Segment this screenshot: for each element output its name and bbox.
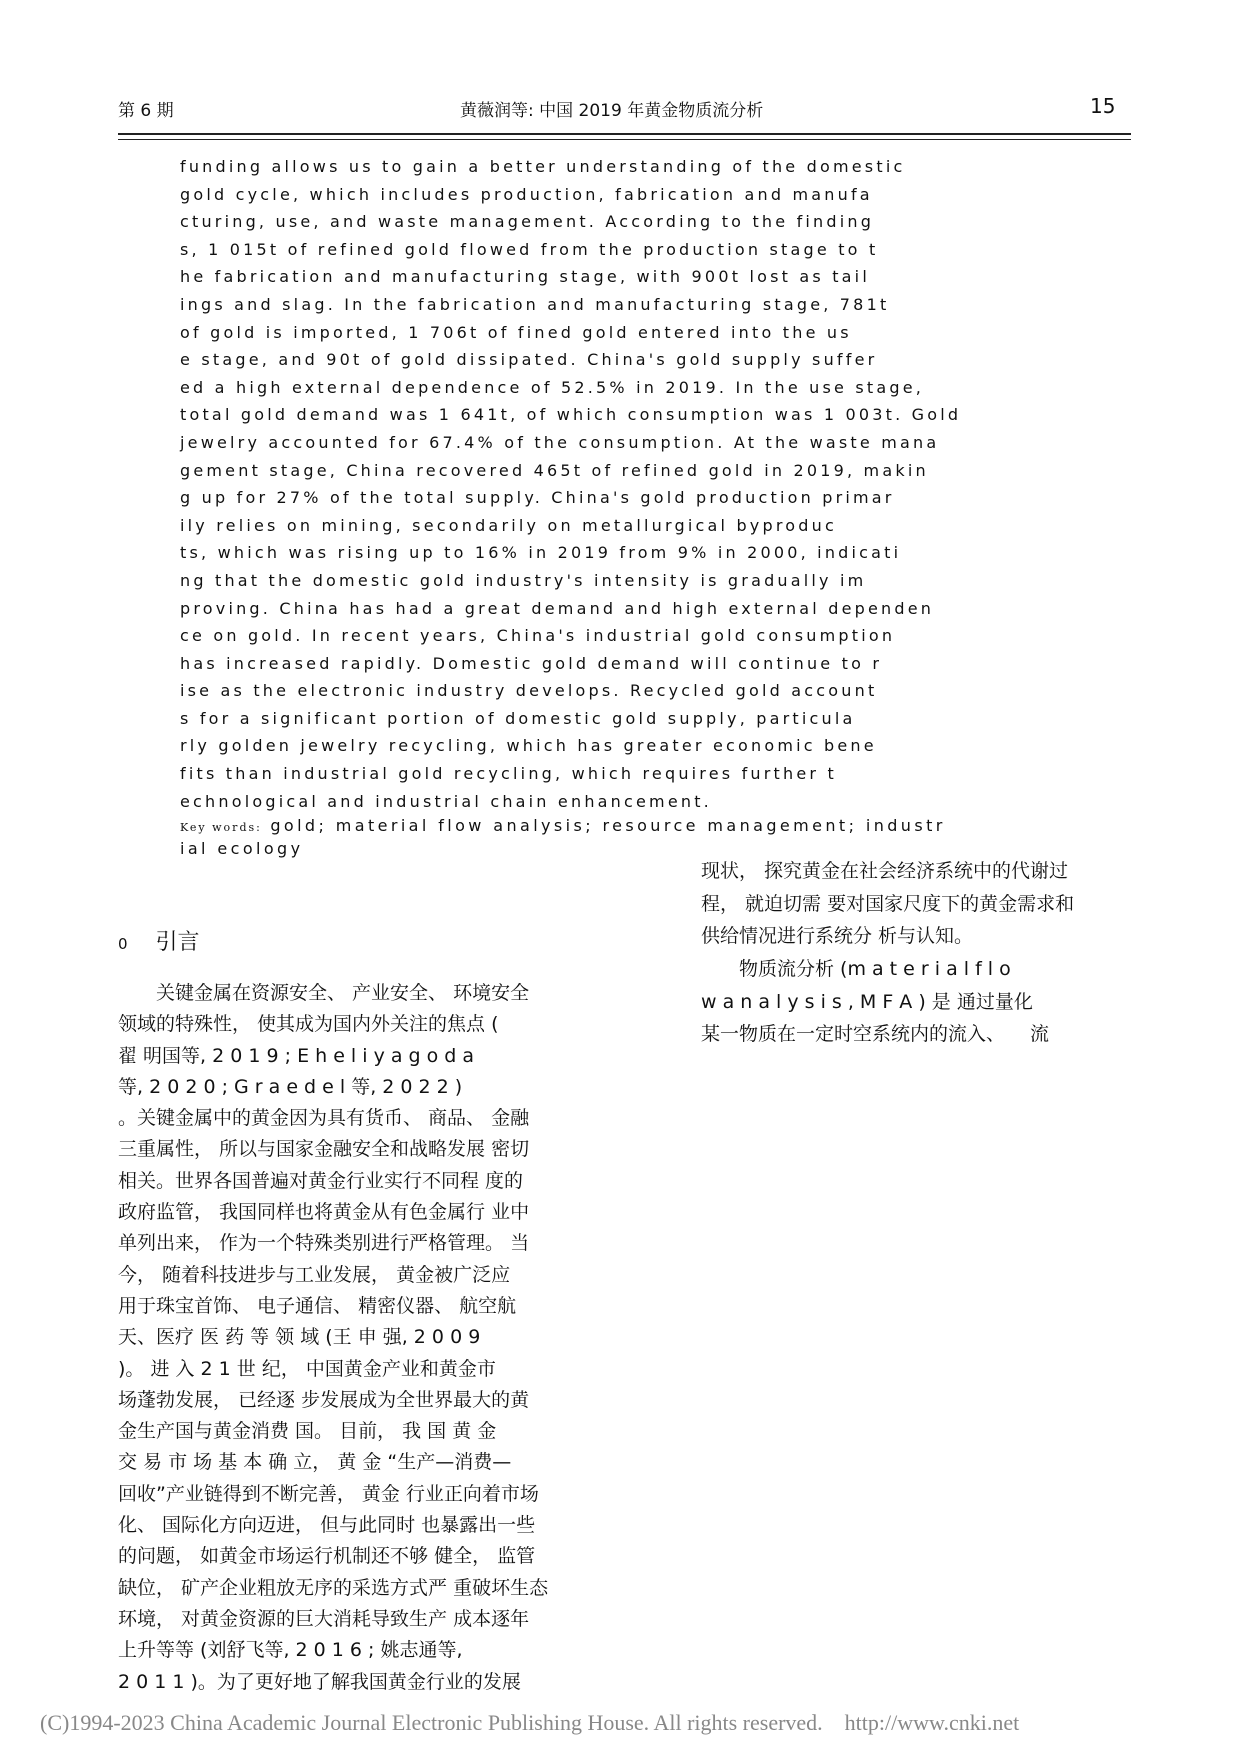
abstract-line: fits than industrial gold recycling, which requires further t [180, 764, 837, 784]
text-line: 环境， 对黄金资源的巨大消耗导致生产 成本逐年 [118, 1607, 530, 1630]
abstract-line: s, 1 015t of refined gold flowed from the production stage to t [180, 239, 879, 259]
running-title: 黄薇润等: 中国 2019 年黄金物质流分析 [460, 101, 764, 121]
header-rule-thin [118, 139, 1131, 140]
abstract-line: ings and slag. In the fabrication and manufacturing stage, 781t [180, 294, 890, 314]
text-line: 物质流分析 (m a t e r i a l f l o [701, 958, 1011, 981]
abstract-line: rly golden jewelry recycling, which has greater economic bene [180, 736, 877, 756]
text-line: 的问题， 如黄金市场运行机制还不够 健全， 监管 [118, 1545, 536, 1568]
text-line: 程， 就迫切需 要对国家尺度下的黄金需求和 [701, 892, 1075, 915]
text-line: 今， 随着科技进步与工业发展， 黄金被广泛应 [118, 1263, 511, 1286]
copyright-footer: (C)1994-2023 China Academic Journal Electronic Publishing House. All rights reserved. http://www.cnki.net [40, 1710, 1020, 1735]
text-line: 领域的特殊性， 使其成为国内外关注的焦点 ( [118, 1013, 499, 1036]
abstract-line: s for a significant portion of domestic gold supply, particula [180, 708, 856, 728]
left-column [118, 978, 610, 1698]
text-line: 某一物质在一定时空系统内的流入、 流 [701, 1023, 1050, 1046]
abstract-line: gold cycle, which includes production, fabrication and manufa [180, 184, 873, 204]
text-line: 缺位， 矿产企业粗放无序的采选方式严 重破坏生态 [118, 1576, 549, 1599]
text-line: 供给情况进行系统分 析与认知。 [701, 925, 974, 948]
text-line: 天、医疗 医 药 等 领 域 (王 申 强, 2 0 0 9 [118, 1326, 481, 1349]
abstract-line: funding allows us to gain a better understanding of the domestic [180, 157, 906, 176]
text-line: 金生产国与黄金消费 国。 目前， 我 国 黄 金 [118, 1420, 497, 1443]
abstract-line: jewelry accounted for 67.4% of the consumption. At the waste mana [180, 432, 940, 452]
keywords-line2: ial ecology [180, 839, 304, 858]
header-rule [118, 133, 1131, 135]
abstract-line: has increased rapidly. Domestic gold demand will continue to r [180, 653, 883, 673]
abstract-line: echnological and industrial chain enhancement. [180, 791, 712, 811]
abstract-line: e stage, and 90t of gold dissipated. China's gold supply suffer [180, 350, 878, 370]
abstract-line: of gold is imported, 1 706t of fined gold entered into the us [180, 322, 852, 342]
text-line: )。 进 入 2 1 世 纪， 中国黄金产业和黄金市 [118, 1357, 496, 1380]
text-line: 化、 国际化方向迈进， 但与此同时 也暴露出一些 [118, 1514, 536, 1537]
abstract-line: ed a high external dependence of 52.5% in 2019. In the use stage, [180, 377, 925, 397]
section-number: 0 [118, 935, 128, 953]
abstract-line: ise as the electronic industry develops. Recycled gold account [180, 681, 878, 701]
abstract-line: gement stage, China recovered 465t of refined gold in 2019, makin [180, 460, 929, 480]
issue-number: 第 6 期 [118, 101, 174, 121]
abstract-line: ce on gold. In recent years, China's industrial gold consumption [180, 626, 896, 646]
abstract [180, 153, 1080, 815]
text-line: 政府监管， 我国同样也将黄金从有色金属行 业中 [118, 1201, 530, 1224]
keywords [180, 815, 1140, 859]
abstract-line: total gold demand was 1 641t, of which consumption was 1 003t. Gold [180, 405, 962, 425]
text-line: 场蓬勃发展， 已经逐 步发展成为全世界最大的黄 [118, 1388, 530, 1411]
text-line: 上升等等 (刘舒飞等, 2 0 1 6 ; 姚志通等, [118, 1639, 463, 1662]
text-line: 单列出来， 作为一个特殊类别进行严格管理。 当 [118, 1232, 530, 1255]
text-line: 2 0 1 1 )。为了更好地了解我国黄金行业的发展 [118, 1670, 521, 1693]
text-line: 用于珠宝首饰、 电子通信、 精密仪器、 航空航 [118, 1294, 517, 1317]
section-heading [118, 925, 200, 956]
text-line: 。关键金属中的黄金因为具有货币、 商品、 金融 [118, 1107, 530, 1130]
text-line: 等, 2 0 2 0 ; G r a e d e l 等, 2 0 2 2 ) [118, 1075, 463, 1098]
text-line: 交 易 市 场 基 本 确 立， 黄 金 “生产—消费— [118, 1451, 512, 1474]
abstract-line: g up for 27% of the total supply. China's gold production primar [180, 488, 895, 508]
text-line: 相关。世界各国普遍对黄金行业实行不同程 度的 [118, 1169, 524, 1192]
text-line: w a n a l y s i s , M F A ) 是 通过量化 [701, 990, 1033, 1013]
keywords-line1: gold; material flow analysis; resource management; industr [261, 816, 946, 835]
right-column [701, 855, 1146, 1051]
abstract-line: proving. China has had a great demand and high external dependen [180, 598, 935, 618]
text-line: 现状， 探究黄金在社会经济系统中的代谢过 [701, 860, 1069, 882]
page-number: 15 [1090, 94, 1116, 118]
keywords-label: Key words: [180, 821, 262, 834]
abstract-line: ng that the domestic gold industry's intensity is gradually im [180, 570, 867, 590]
text-line: 翟 明国等, 2 0 1 9 ; E h e l i y a g o d a [118, 1044, 475, 1067]
text-line: 三重属性， 所以与国家金融安全和战略发展 密切 [118, 1138, 530, 1161]
abstract-line: cturing, use, and waste management. According to the finding [180, 212, 875, 232]
abstract-line: he fabrication and manufacturing stage, with 900t lost as tail [180, 267, 870, 287]
text-line: 关键金属在资源安全、 产业安全、 环境安全 [118, 982, 530, 1004]
section-title: 引言 [155, 930, 200, 955]
text-line: 回收”产业链得到不断完善， 黄金 行业正向着市场 [118, 1482, 539, 1505]
abstract-line: ts, which was rising up to 16% in 2019 from 9% in 2000, indicati [180, 543, 902, 563]
abstract-line: ily relies on mining, secondarily on metallurgical byproduc [180, 515, 837, 535]
